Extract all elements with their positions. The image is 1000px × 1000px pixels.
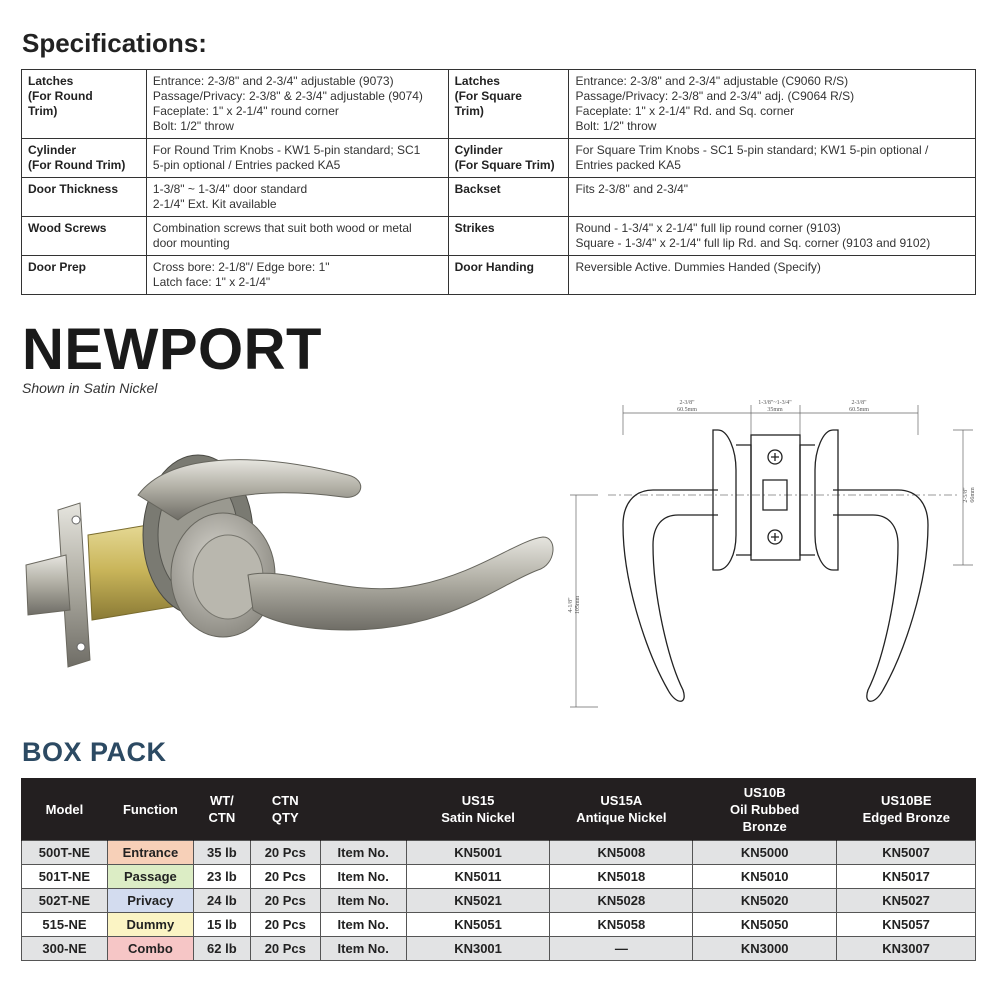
cell-us10be: KN5027 [837, 889, 976, 913]
dim-top-right-mm: 60.5mm [849, 407, 869, 413]
cell-us15: KN3001 [406, 937, 550, 961]
cell-us15a: — [550, 937, 693, 961]
cell-function: Privacy [107, 889, 193, 913]
box-pack-table [21, 778, 976, 961]
box-pack-row [22, 865, 976, 889]
spec-left-value: 1-3/8" ~ 1-3/4" door standard 2-1/4" Ext. Kit available [146, 178, 448, 217]
col-us10b: US10B Oil Rubbed Bronze [693, 778, 837, 841]
col-function: Function [107, 778, 193, 841]
specifications-table [21, 69, 976, 295]
spec-right-label: Latches (For Square Trim) [448, 70, 569, 139]
dim-top-left-mm: 60.5mm [677, 407, 697, 413]
spec-left-label: Cylinder (For Round Trim) [22, 139, 147, 178]
cell-item: Item No. [320, 937, 406, 961]
spec-right-label: Strikes [448, 217, 569, 256]
specifications-title: Specifications: [22, 28, 207, 58]
col-ctn-qty: CTN QTY [250, 778, 320, 841]
finish-note: Shown in Satin Nickel [22, 380, 158, 396]
dim-top-mid-mm: 35mm [767, 407, 783, 413]
cell-qty: 20 Pcs [250, 841, 320, 865]
cell-item: Item No. [320, 841, 406, 865]
cell-function: Entrance [107, 841, 193, 865]
col-us15a: US15A Antique Nickel [550, 778, 693, 841]
cell-us15a: KN5058 [550, 913, 693, 937]
cell-us10b: KN3000 [693, 937, 837, 961]
spec-right-value: For Square Trim Knobs - SC1 5-pin standard; KW1 5-pin optional / Entries packed KA5 [569, 139, 976, 178]
cell-qty: 20 Pcs [250, 937, 320, 961]
cell-item: Item No. [320, 913, 406, 937]
cell-model: 500T-NE [22, 841, 108, 865]
spec-row [22, 178, 976, 217]
cell-model: 515-NE [22, 913, 108, 937]
cell-model: 501T-NE [22, 865, 108, 889]
spec-right-value: Fits 2-3/8" and 2-3/4" [569, 178, 976, 217]
cell-us10b: KN5000 [693, 841, 837, 865]
spec-left-label: Wood Screws [22, 217, 147, 256]
cell-us10be: KN5007 [837, 841, 976, 865]
product-name: NEWPORT [22, 317, 322, 382]
spec-left-label: Door Prep [22, 256, 147, 295]
spec-left-value: Entrance: 2-3/8" and 2-3/4" adjustable (9073) Passage/Privacy: 2-3/8" & 2-3/4" adjustable (9074) Faceplate: 1" x 2-1/4" round corner Bolt: 1/2" throw [146, 70, 448, 139]
dim-side-mm: 66mm [970, 487, 976, 503]
cell-us15a: KN5018 [550, 865, 693, 889]
product-photo [18, 425, 558, 685]
spec-right-label: Backset [448, 178, 569, 217]
cell-wt: 24 lb [193, 889, 250, 913]
cell-wt: 23 lb [193, 865, 250, 889]
spec-right-value: Entrance: 2-3/8" and 2-3/4" adjustable (C9060 R/S) Passage/Privacy: 2-3/8" and 2-3/4" adj. (C9064 R/S) Faceplate: 1" x 2-1/4" Rd. and Sq. corner Bolt: 1/2" throw [569, 70, 976, 139]
col-us10be: US10BE Edged Bronze [837, 778, 976, 841]
spec-right-label: Door Handing [448, 256, 569, 295]
cell-us10b: KN5020 [693, 889, 837, 913]
cell-us15: KN5001 [406, 841, 550, 865]
spec-left-value: Cross bore: 2-1/8"/ Edge bore: 1" Latch face: 1" x 2-1/4" [146, 256, 448, 295]
cell-wt: 62 lb [193, 937, 250, 961]
cell-us10be: KN3007 [837, 937, 976, 961]
cell-item: Item No. [320, 865, 406, 889]
spec-right-label: Cylinder (For Square Trim) [448, 139, 569, 178]
cell-item: Item No. [320, 889, 406, 913]
box-pack-row [22, 841, 976, 865]
col-us15: US15 Satin Nickel [406, 778, 550, 841]
dim-length: 4-1/8" [568, 597, 574, 613]
dim-side: 2-5/8" [963, 487, 969, 503]
technical-drawing [568, 395, 983, 715]
cell-us10be: KN5057 [837, 913, 976, 937]
cell-us10b: KN5050 [693, 913, 837, 937]
spec-row [22, 256, 976, 295]
cell-us15: KN5011 [406, 865, 550, 889]
cell-qty: 20 Pcs [250, 865, 320, 889]
dim-top-mid: 1-3/8"~1-3/4" [758, 400, 792, 406]
cell-wt: 35 lb [193, 841, 250, 865]
cell-function: Combo [107, 937, 193, 961]
spec-right-value: Reversible Active. Dummies Handed (Specify) [569, 256, 976, 295]
box-pack-row [22, 889, 976, 913]
cell-wt: 15 lb [193, 913, 250, 937]
cell-us15: KN5021 [406, 889, 550, 913]
spec-left-value: Combination screws that suit both wood or metal door mounting [146, 217, 448, 256]
dim-top-right: 2-3/8" [851, 400, 867, 406]
cell-us15a: KN5028 [550, 889, 693, 913]
box-pack-row [22, 913, 976, 937]
box-pack-title: BOX PACK [22, 737, 167, 767]
spec-right-value: Round - 1-3/4" x 2-1/4" full lip round corner (9103) Square - 1-3/4" x 2-1/4" full lip Rd. and Sq. corner (9103 and 9102) [569, 217, 976, 256]
spec-row [22, 217, 976, 256]
box-pack-row [22, 937, 976, 961]
spec-left-label: Latches (For Round Trim) [22, 70, 147, 139]
cell-model: 300-NE [22, 937, 108, 961]
cell-model: 502T-NE [22, 889, 108, 913]
dim-top-left: 2-3/8" [679, 400, 695, 406]
cell-us10be: KN5017 [837, 865, 976, 889]
col-wt-ctn: WT/ CTN [193, 778, 250, 841]
cell-us15: KN5051 [406, 913, 550, 937]
cell-qty: 20 Pcs [250, 889, 320, 913]
cell-us10b: KN5010 [693, 865, 837, 889]
col-item [320, 778, 406, 841]
col-model: Model [22, 778, 108, 841]
spec-left-value: For Round Trim Knobs - KW1 5-pin standard; SC1 5-pin optional / Entries packed KA5 [146, 139, 448, 178]
dim-length-mm: 105mm [575, 595, 581, 615]
cell-function: Dummy [107, 913, 193, 937]
spec-left-label: Door Thickness [22, 178, 147, 217]
cell-qty: 20 Pcs [250, 913, 320, 937]
spec-row [22, 70, 976, 139]
spec-row [22, 139, 976, 178]
cell-function: Passage [107, 865, 193, 889]
cell-us15a: KN5008 [550, 841, 693, 865]
